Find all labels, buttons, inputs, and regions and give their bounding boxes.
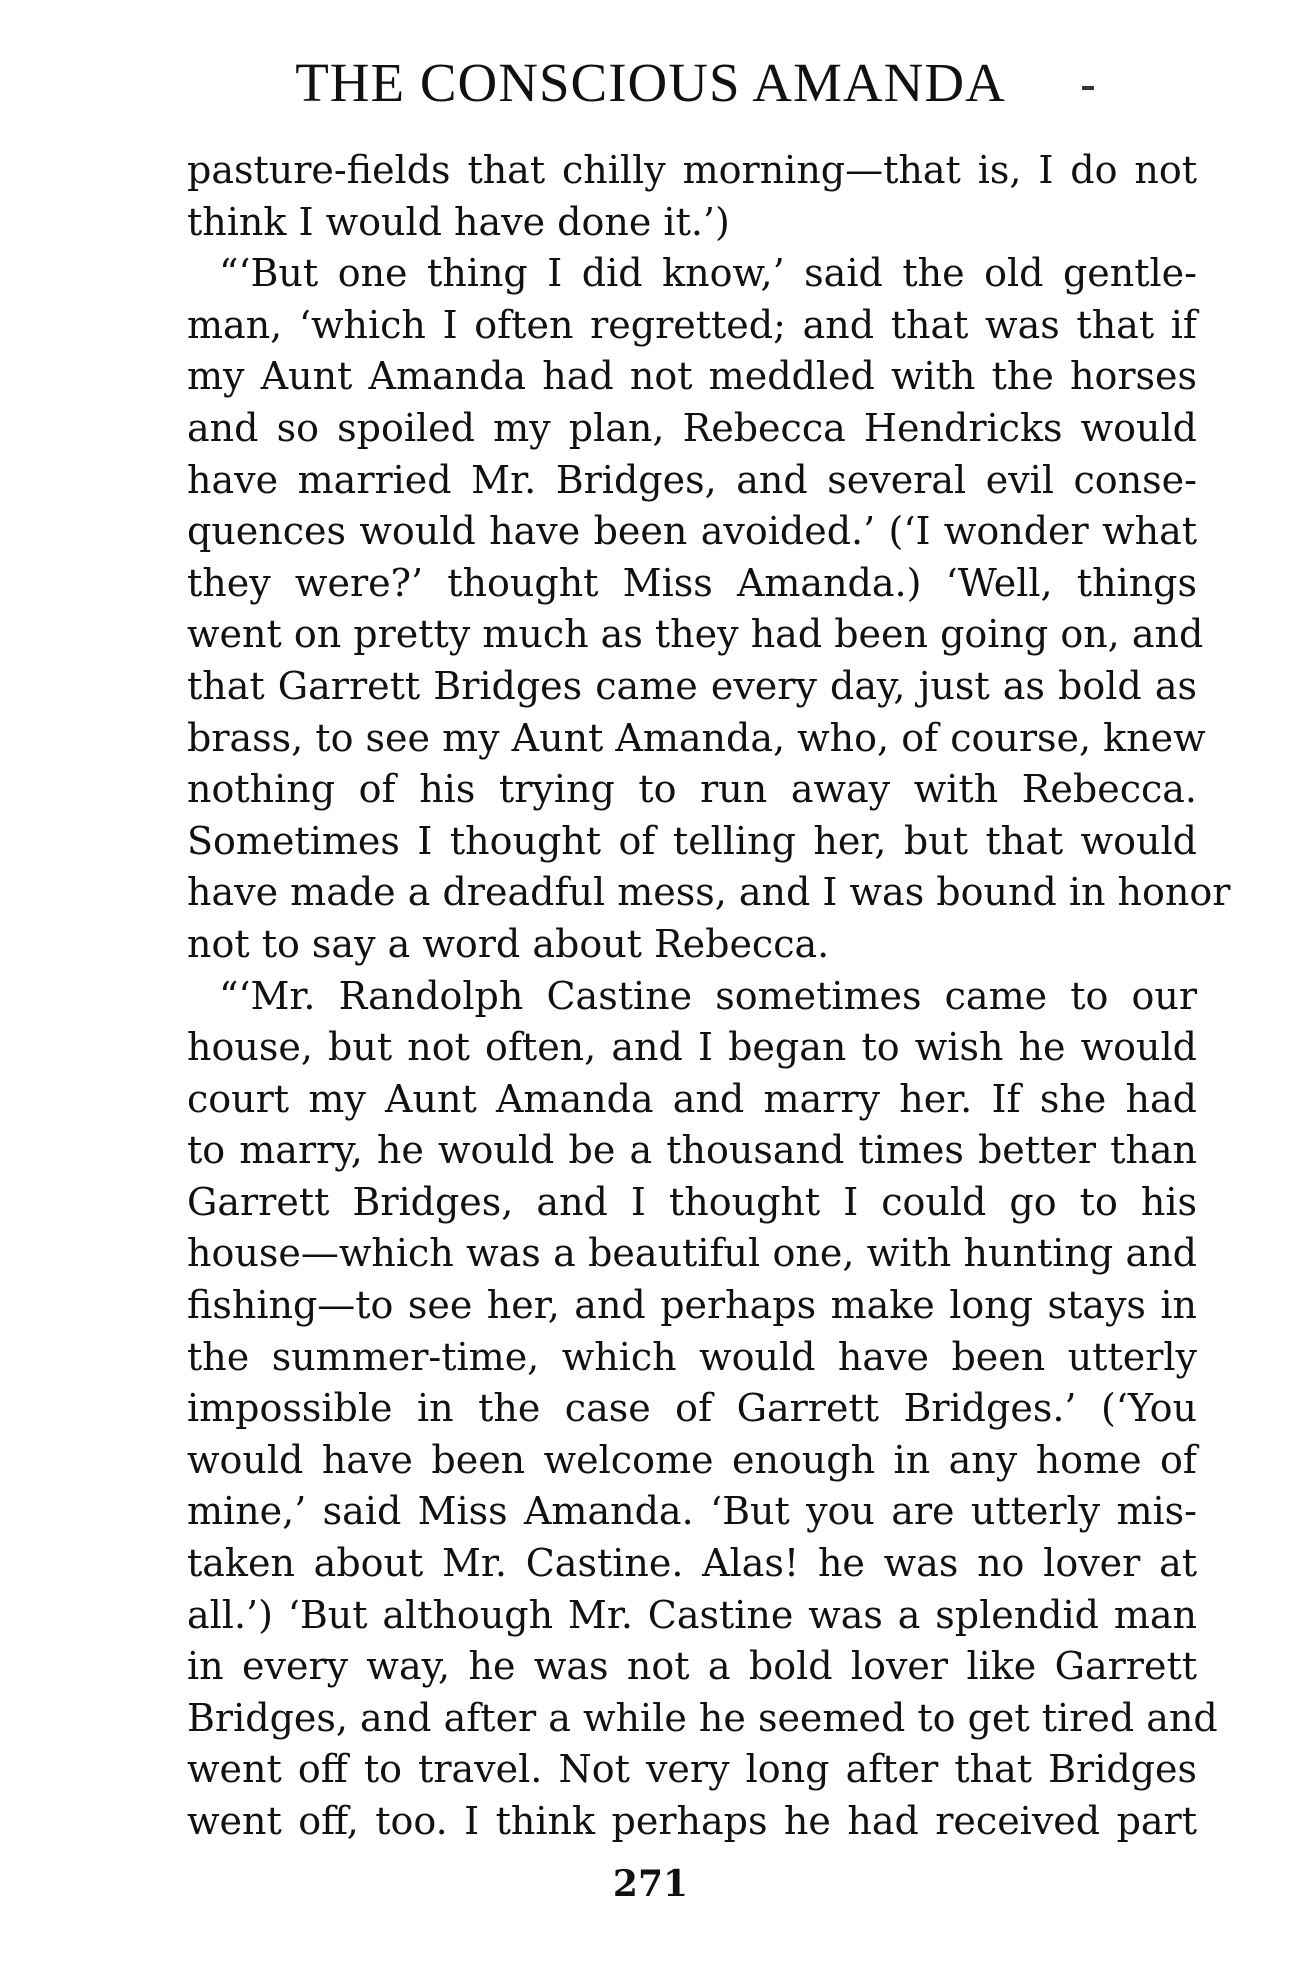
text-line: impossible in the case of Garrett Bridges.’ (‘You — [187, 1386, 1197, 1431]
text-line: went off to travel. Not very long after that Bridges — [187, 1747, 1197, 1792]
text-line: fishing—to see her, and perhaps make long stays in — [187, 1283, 1197, 1328]
text-line: would have been welcome enough in any home of — [187, 1437, 1197, 1482]
text-line: that Garrett Bridges came every day, just as bold as — [187, 663, 1197, 708]
text-line: the summer-time, which would have been utterly — [187, 1334, 1197, 1379]
page-number: 271 — [612, 1863, 689, 1905]
body-text — [187, 145, 1231, 1848]
text-line: have made a dreadful mess, and I was bound in honor — [187, 870, 1231, 915]
text-line: Garrett Bridges, and I thought I could go to his — [187, 1179, 1197, 1224]
text-line: brass, to see my Aunt Amanda, who, of course, knew — [187, 715, 1206, 760]
text-line: and so spoiled my plan, Rebecca Hendricks would — [187, 405, 1197, 450]
text-line: not to say a word about Rebecca. — [187, 921, 830, 966]
text-line: man, ‘which I often regretted; and that was that if — [187, 302, 1197, 347]
text-line: Sometimes I thought of telling her, but that would — [187, 818, 1197, 863]
text-line: taken about Mr. Castine. Alas! he was no lover at — [187, 1541, 1197, 1586]
text-line: mine,’ said Miss Amanda. ‘But you are utterly mis- — [187, 1489, 1197, 1534]
text-line: quences would have been avoided.’ (‘I wonder what — [187, 509, 1197, 554]
text-line: went off, too. I think perhaps he had received part — [187, 1799, 1197, 1843]
text-line: court my Aunt Amanda and marry her. If she had — [187, 1076, 1197, 1121]
text-line: they were?’ thought Miss Amanda.) ‘Well, things — [187, 560, 1197, 605]
text-line: to marry, he would be a thousand times better than — [187, 1128, 1197, 1173]
header-mark — [1082, 86, 1094, 90]
text-line: house—which was a beautiful one, with hunting and — [187, 1231, 1197, 1276]
text-line: nothing of his trying to run away with Rebecca. — [187, 767, 1197, 812]
text-line: “‘Mr. Randolph Castine sometimes came to our — [219, 973, 1197, 1018]
text-line: went on pretty much as they had been going on, and — [187, 612, 1204, 657]
text-line: Bridges, and after a while he seemed to get tired and — [187, 1695, 1218, 1740]
text-line: have married Mr. Bridges, and several evil conse- — [187, 457, 1197, 502]
text-line: my Aunt Amanda had not meddled with the horses — [187, 354, 1197, 399]
text-line: pasture-fields that chilly morning—that is, I do not — [187, 148, 1197, 192]
text-line: in every way, he was not a bold lover like Garrett — [187, 1644, 1197, 1689]
text-line: think I would have done it.’) — [187, 199, 730, 244]
text-line: house, but not often, and I began to wish he would — [187, 1025, 1197, 1070]
text-line: “‘But one thing I did know,’ said the old gentle- — [219, 251, 1197, 296]
running-title: THE CONSCIOUS AMANDA — [295, 52, 1006, 113]
text-line: all.’) ‘But although Mr. Castine was a splendid man — [187, 1592, 1197, 1637]
